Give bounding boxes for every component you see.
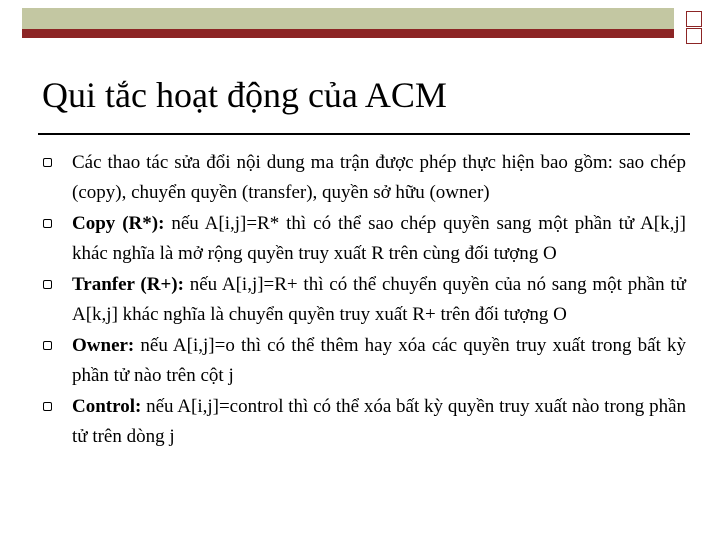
bullet-text: nếu A[i,j]=R* thì có thể sao chép quyền sang một phần tử A[k,j] khác nghĩa là mở rộng quyền truy xuất R trên cùng đối tượng O — [72, 213, 686, 264]
bullet-text: Các thao tác sửa đổi nội dung ma trận được phép thực hiện bao gồm: sao chép (copy), chuyển quyền (transfer), quyền sở hữu (owner) — [72, 152, 686, 203]
bullet-keyword: Copy (R*): — [72, 213, 165, 234]
header-band-maroon — [22, 29, 674, 38]
bullet-item — [40, 209, 686, 268]
bullet-text: nếu A[i,j]=R+ thì có thể chuyển quyền của nó sang một phần tử A[k,j] khác nghĩa là chuyển quyền truy xuất R+ trên đối tượng O — [72, 274, 686, 325]
header-band-olive — [22, 8, 674, 29]
bullet-keyword: Control: — [72, 396, 142, 417]
slide-title: Qui tắc hoạt động của ACM — [42, 75, 447, 115]
bullet-item — [40, 270, 686, 329]
corner-square-icon — [686, 11, 702, 27]
corner-square-icon — [686, 28, 702, 44]
bullet-keyword: Owner: — [72, 335, 135, 356]
bullet-text: nếu A[i,j]=o thì có thể thêm hay xóa các quyền truy xuất trong bất kỳ phần tử nào trên cột j — [72, 335, 686, 386]
bullet-item — [40, 331, 686, 390]
bullet-item — [40, 148, 686, 207]
bullet-item — [40, 392, 686, 451]
hollow-square-bullet-icon — [43, 402, 52, 411]
bullet-list — [40, 148, 686, 453]
bullet-keyword: Tranfer (R+): — [72, 274, 184, 295]
bullet-text: nếu A[i,j]=control thì có thể xóa bất kỳ quyền truy xuất nào trong phần tử trên dòng j — [72, 396, 686, 447]
hollow-square-bullet-icon — [43, 158, 52, 167]
hollow-square-bullet-icon — [43, 341, 52, 350]
title-divider — [38, 133, 690, 135]
hollow-square-bullet-icon — [43, 280, 52, 289]
header-band — [22, 8, 674, 38]
hollow-square-bullet-icon — [43, 219, 52, 228]
